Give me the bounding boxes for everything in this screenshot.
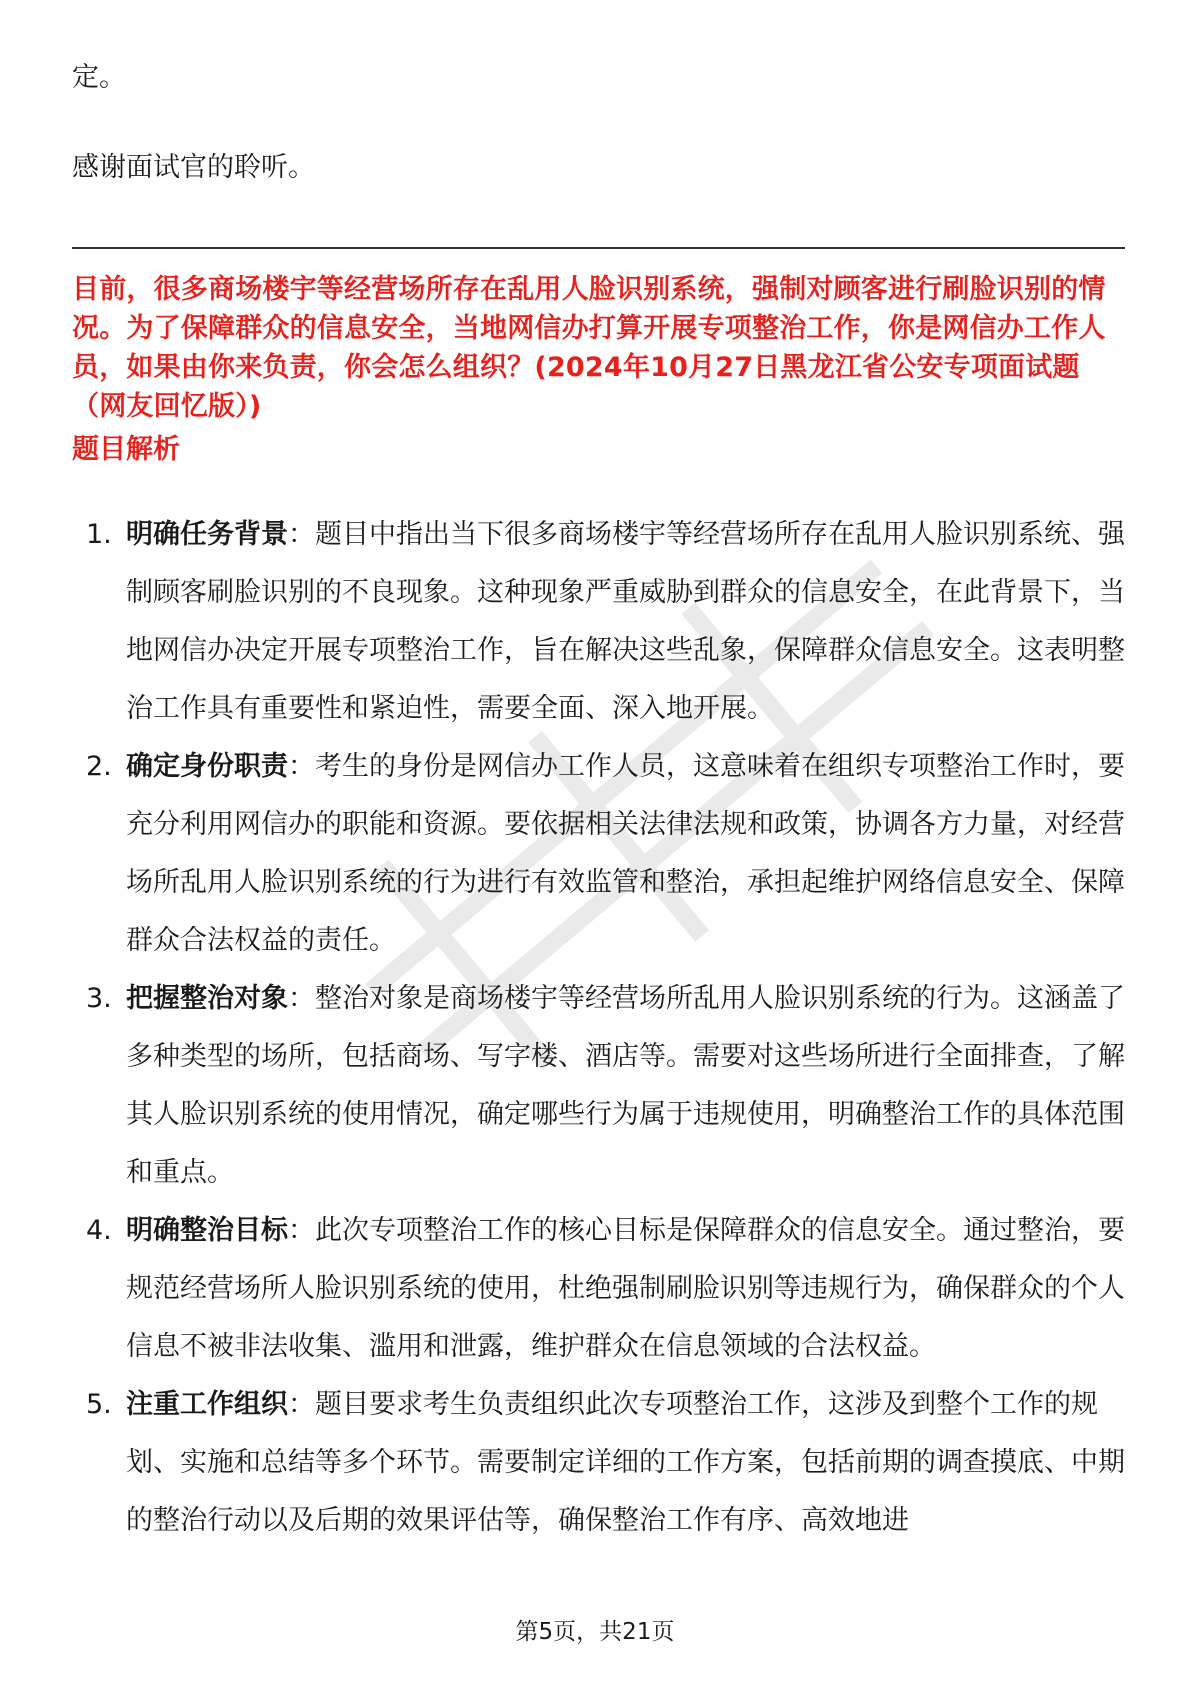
paragraph-thanks: 感谢面试官的聆听。 bbox=[72, 152, 315, 183]
section-divider bbox=[72, 247, 1125, 249]
item-number: 5. bbox=[86, 1389, 112, 1420]
item-heading: 注重工作组织 bbox=[126, 1389, 288, 1420]
item-body: ：题目中指出当下很多商场楼宇等经营场所存在乱用人脸识别系统、强制顾客刷脸识别的不良现象。这种现象严重威胁到群众的信息安全，在此背景下，当地网信办决定开展专项整治工作，旨在解决这些乱象，保障群众信息安全。这表明整治工作具有重要性和紧迫性，需要全面、深入地开展。 bbox=[126, 519, 1125, 724]
item-body: ：题目要求考生负责组织此次专项整治工作，这涉及到整个工作的规划、实施和总结等多个环节。需要制定详细的工作方案，包括前期的调查摸底、中期的整治行动以及后期的效果评估等，确保整治工作有序、高效地进 bbox=[126, 1389, 1125, 1536]
item-body: ：整治对象是商场楼宇等经营场所乱用人脸识别系统的行为。这涵盖了多种类型的场所，包括商场、写字楼、酒店等。需要对这些场所进行全面排查，了解其人脸识别系统的使用情况，确定哪些行为属于违规使用，明确整治工作的具体范围和重点。 bbox=[126, 983, 1125, 1188]
item-heading: 确定身份职责 bbox=[126, 751, 288, 782]
paragraph-continuation: 定。 bbox=[72, 62, 126, 93]
analysis-list bbox=[72, 506, 1132, 1550]
question-heading: 目前，很多商场楼宇等经营场所存在乱用人脸识别系统，强制对顾客进行刷脸识别的情况。为了保障群众的信息安全，当地网信办打算开展专项整治工作，你是网信办工作人员，如果由你来负责，你会怎么组织？(2024年10月27日黑龙江省公安专项面试题（网友回忆版）) bbox=[72, 274, 1106, 422]
list-item bbox=[72, 738, 1132, 970]
item-number: 4. bbox=[86, 1215, 112, 1246]
item-number: 3. bbox=[86, 983, 112, 1014]
page-footer: 第5页，共21页 bbox=[515, 1619, 675, 1645]
item-number: 1. bbox=[86, 519, 112, 550]
item-heading: 把握整治对象 bbox=[126, 983, 288, 1014]
item-number: 2. bbox=[86, 751, 112, 782]
item-heading: 明确整治目标 bbox=[126, 1215, 288, 1246]
item-body: ：此次专项整治工作的核心目标是保障群众的信息安全。通过整治，要规范经营场所人脸识别系统的使用，杜绝强制刷脸识别等违规行为，确保群众的个人信息不被非法收集、滥用和泄露，维护群众在信息领域的合法权益。 bbox=[126, 1215, 1125, 1362]
item-heading: 明确任务背景 bbox=[126, 519, 288, 550]
item-body: ：考生的身份是网信办工作人员，这意味着在组织专项整治工作时，要充分利用网信办的职能和资源。要依据相关法律法规和政策，协调各方力量，对经营场所乱用人脸识别系统的行为进行有效监管和整治，承担起维护网络信息安全、保障群众合法权益的责任。 bbox=[126, 751, 1125, 956]
list-item bbox=[72, 506, 1132, 738]
list-item bbox=[72, 1202, 1132, 1376]
analysis-heading: 题目解析 bbox=[72, 434, 180, 465]
list-item bbox=[72, 970, 1132, 1202]
list-item bbox=[72, 1376, 1132, 1550]
